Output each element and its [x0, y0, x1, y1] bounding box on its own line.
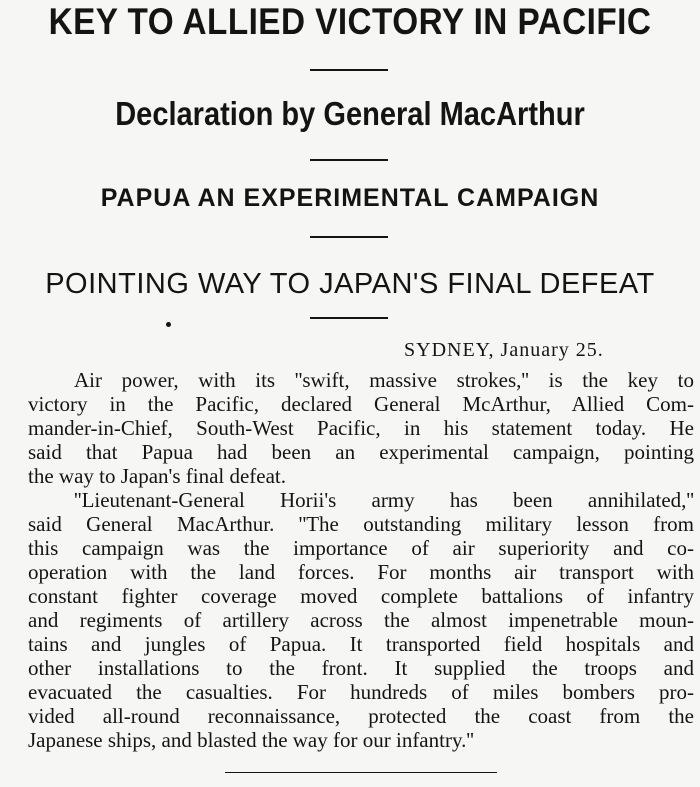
- headline-divider: [310, 69, 388, 71]
- deck-divider-2: [310, 317, 388, 319]
- body-line: ''Lieutenant-General Horii's army has been annihilated,'': [74, 488, 694, 512]
- print-speck: [166, 322, 171, 327]
- main-headline: KEY TO ALLIED VICTORY IN PACIFIC: [48, 1, 652, 42]
- dateline: SYDNEY, January 25.: [404, 339, 604, 361]
- body-line: and regiments of artillery across the almost impenetrable moun-: [28, 608, 694, 632]
- body-line: vided all-round reconnaissance, protected the coast from the: [28, 704, 694, 728]
- body-line: said that Papua had been an experimental campaign, pointing: [28, 440, 694, 464]
- body-line: Air power, with its ''swift, massive strokes,'' is the key to: [74, 368, 694, 392]
- deck-headline-2: POINTING WAY TO JAPAN'S FINAL DEFEAT: [45, 268, 655, 300]
- end-rule: [225, 772, 497, 773]
- body-line: constant fighter coverage moved complete battalions of infantry: [28, 584, 694, 608]
- subheadline-divider: [310, 159, 388, 161]
- body-line: victory in the Pacific, declared General McArthur, Allied Com-: [28, 392, 694, 416]
- body-line: mander-in-Chief, South-West Pacific, in his statement today. He: [28, 416, 694, 440]
- body-line: this campaign was the importance of air superiority and co-: [28, 536, 694, 560]
- body-line: operation with the land forces. For months air transport with: [28, 560, 694, 584]
- body-line: the way to Japan's final defeat.: [28, 464, 287, 488]
- body-line: evacuated the casualties. For hundreds of miles bombers pro-: [28, 680, 694, 704]
- body-line: Japanese ships, and blasted the way for our infantry.'': [28, 728, 474, 752]
- subheadline: Declaration by General MacArthur: [115, 95, 585, 132]
- body-line: tains and jungles of Papua. It transported field hospitals and: [28, 632, 694, 656]
- body-line: other installations to the front. It supplied the troops and: [28, 656, 694, 680]
- body-line: said General MacArthur. ''The outstanding military lesson from: [28, 512, 694, 536]
- deck-divider-1: [310, 236, 388, 238]
- deck-headline-1: PAPUA AN EXPERIMENTAL CAMPAIGN: [100, 184, 600, 212]
